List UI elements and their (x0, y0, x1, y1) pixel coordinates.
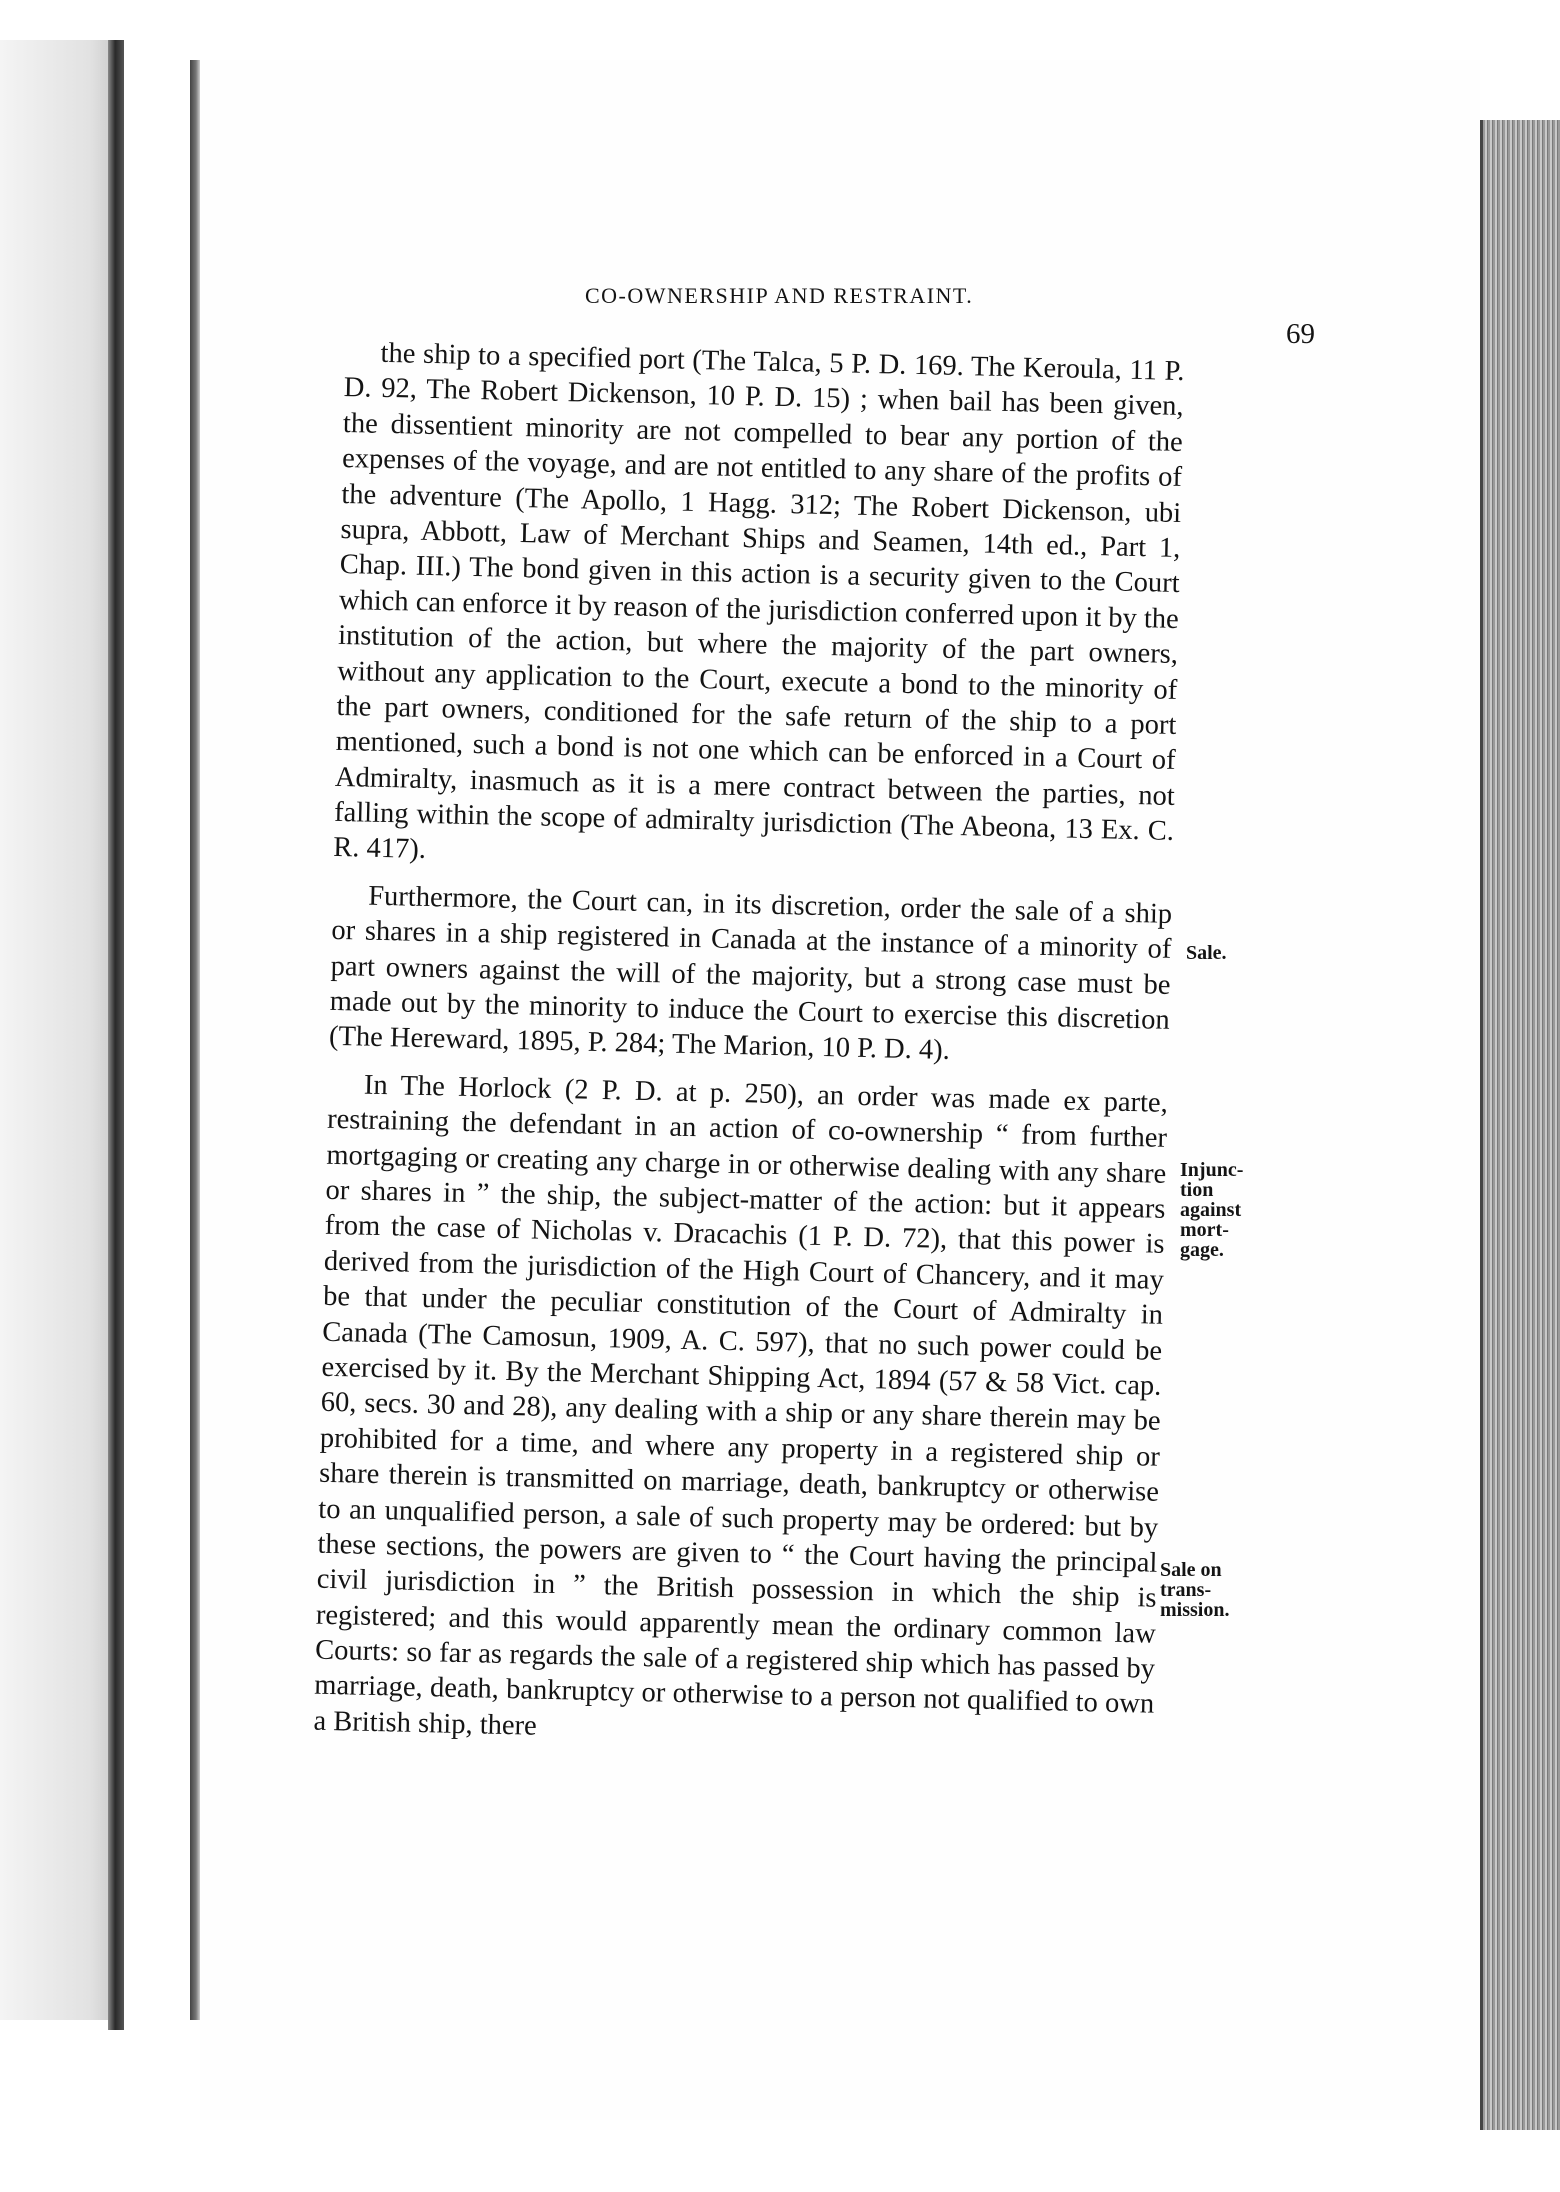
body-text (313, 335, 1185, 1758)
paragraph-1: the ship to a specified port (The Talca, 5 P. D. 169. The Keroula, 11 P. D. 92, The Robert Dickenson, 10 P. D. 15) ; when bail has been given, the dissentient minority are not compelled to bear any portion of the expenses of the voyage, and are not entitled to any share of the profits of the adventure (The Apollo, 1 Hagg. 312; The Robert Dickenson, ubi supra, Abbott, Law of Merchant Ships and Seamen, 14th ed., Part 1, Chap. III.) The bond given in this action is a security given to the Court which can enforce it by reason of the jurisdiction conferred upon it by the institution of the action, but where the majority of the part owners, without any application to the Court, execute a bond to the minority of the part owners, conditioned for the safe return of the ship to a port mentioned, such a bond is not one which can be enforced in a Court of Admiralty, inasmuch as it is a mere contract between the parties, not falling within the scope of admiralty jurisdiction (The Abeona, 13 Ex. C. R. 417). (333, 337, 1185, 866)
paragraph-3: In The Horlock (2 P. D. at p. 250), an order was made ex parte, restraining the defendant in an action of co-ownership “ from further mortgaging or creating any charge in or otherwise dealing with any share or shares in ” the ship, the subject-matter of the action: but it appears from the case of Nicholas v. Dracachis (1 P. D. 72), that this power is derived from the jurisdiction of the High Court of Chancery, and it may be that under the peculiar constitution of the Court of Admiralty in Canada (The Camosun, 1909, A. C. 597), that no such power could be exercised by it. By the Merchant Shipping Act, 1894 (57 & 58 Vict. cap. 60, secs. 30 and 28), any dealing with a ship or any share therein may be prohibited for a time, and where any property in a registered ship or share therein is transmitted on marriage, death, bankruptcy or otherwise to an unqualified person, a sale of such property may be ordered: but by these sections, the powers are given to “ the Court having the principal civil jurisdiction in ” the British possession in which the ship is registered; and this would apparently mean the ordinary common law Courts: so far as regards the sale of a registered ship which has passed by marriage, death, bankruptcy or otherwise to a person not qualified to own a British ship, there (313, 1069, 1169, 1742)
margin-note-sale: Sale. (1186, 942, 1227, 964)
margin-note-injunction: Injunc- tion against mort- gage. (1180, 1159, 1244, 1261)
margin-note-sale-on-transmission: Sale on trans- mission. (1160, 1559, 1230, 1621)
book-fore-edge (1480, 120, 1560, 2130)
book-gutter (108, 40, 124, 2030)
running-title: CO-OWNERSHIP AND RESTRAINT. (585, 283, 974, 308)
paragraph-2: Furthermore, the Court can, in its discretion, order the sale of a ship or shares in a ship registered in Canada at the instance of a minority of part owners against the will of the majority, but a strong case must be made out by the minority to induce the Court to exercise this discretion (The Hereward, 1895, P. 284; The Marion, 10 P. D. 4). (328, 880, 1173, 1067)
facing-page-edge (0, 40, 112, 2020)
page-number: 69 (1286, 318, 1315, 350)
page-binding-shadow (190, 60, 200, 2020)
